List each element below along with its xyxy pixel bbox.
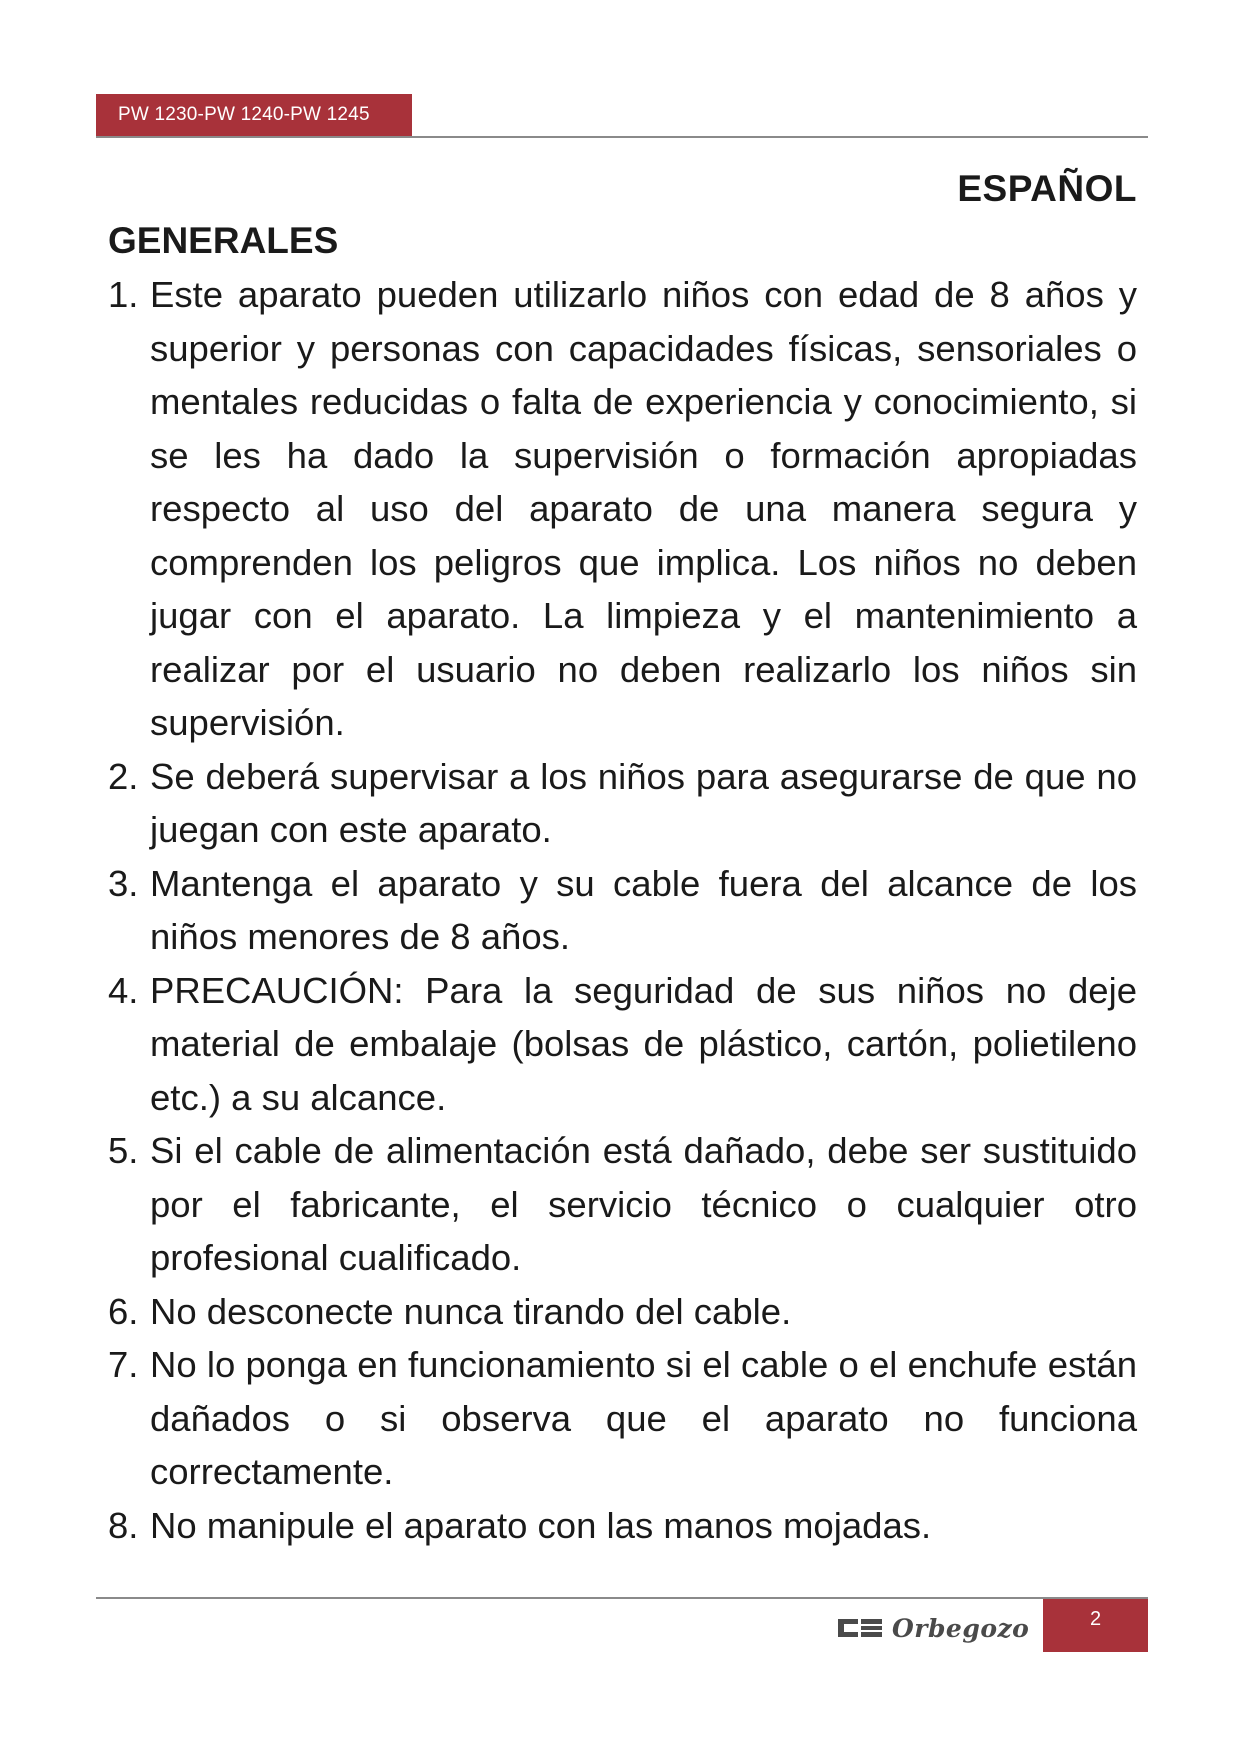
item-text: Mantenga el aparato y su cable fuera del alcance de los niños menores de 8 años. bbox=[150, 862, 1137, 957]
language-label: ESPAÑOL bbox=[957, 168, 1137, 209]
item-number: 7. bbox=[108, 1344, 139, 1385]
list-item bbox=[108, 750, 1137, 857]
item-number: 2. bbox=[108, 755, 139, 797]
item-number: 8. bbox=[108, 1504, 139, 1546]
item-number: 5. bbox=[108, 1130, 139, 1171]
list-item bbox=[108, 1499, 1137, 1553]
header-model-tab: PW 1230-PW 1240-PW 1245 bbox=[96, 94, 412, 136]
page-number: 2 bbox=[1043, 1599, 1148, 1652]
safety-instructions-list bbox=[108, 268, 1137, 1552]
list-item bbox=[108, 857, 1137, 964]
item-number: 1. bbox=[108, 274, 139, 315]
item-text: PRECAUCIÓN: Para la seguridad de sus niños no deje material de embalaje (bolsas de plástico, cartón, polietileno etc.) a su alcance. bbox=[150, 969, 1137, 1118]
list-item bbox=[108, 268, 1137, 750]
brand-wordmark: Orbegozo bbox=[892, 1613, 1030, 1643]
list-item bbox=[108, 1285, 1137, 1339]
brand-logo bbox=[838, 1608, 1032, 1648]
list-item bbox=[108, 964, 1137, 1125]
item-number: 3. bbox=[108, 862, 139, 904]
item-number: 6. bbox=[108, 1290, 139, 1332]
header-divider bbox=[96, 136, 1148, 138]
section-title: GENERALES bbox=[108, 220, 339, 261]
list-item bbox=[108, 1124, 1137, 1285]
item-text: Se deberá supervisar a los niños para asegurarse de que no juegan con este aparato. bbox=[150, 755, 1137, 850]
item-text: No lo ponga en funcionamiento si el cable o el enchufe están dañados o si observa que el aparato no funciona correctamente. bbox=[150, 1344, 1137, 1492]
item-text: Este aparato pueden utilizarlo niños con edad de 8 años y superior y personas con capacidades físicas, sensoriales o mentales reducidas o falta de experiencia y conocimiento, si se les ha dado la supervisión o formación apropiadas respecto al uso del aparato de una manera segura y comprenden los peligros que implica. Los niños no deben jugar con el aparato. La limpieza y el mantenimiento a realizar por el usuario no deben realizarlo los niños sin supervisión. bbox=[150, 274, 1137, 743]
item-text: Si el cable de alimentación está dañado, debe ser sustituido por el fabricante, el servicio técnico o cualquier otro profesional cualificado. bbox=[150, 1130, 1137, 1278]
item-text: No manipule el aparato con las manos mojadas. bbox=[150, 1504, 932, 1546]
item-text: No desconecte nunca tirando del cable. bbox=[150, 1290, 792, 1332]
brand-mark-icon bbox=[838, 1617, 882, 1639]
list-item bbox=[108, 1338, 1137, 1499]
footer-divider bbox=[96, 1597, 1148, 1599]
item-number: 4. bbox=[108, 969, 139, 1011]
